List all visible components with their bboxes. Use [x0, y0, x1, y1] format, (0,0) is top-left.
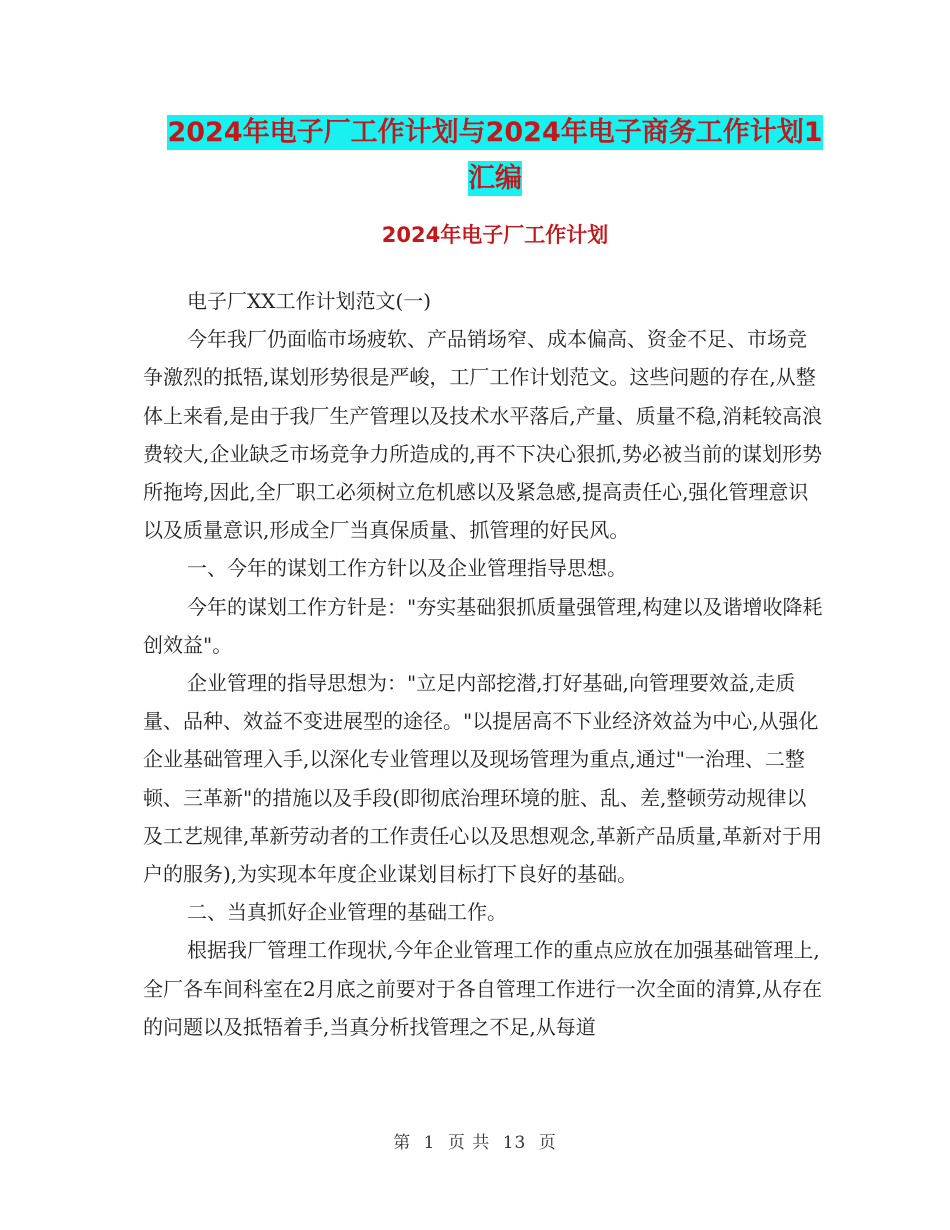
footer-suffix: 页: [538, 1133, 557, 1153]
body-text: [143, 282, 823, 1046]
paragraph: 今年的谋划工作方针是："夯实基础狠抓质量强管理,构建以及谐增收降耗创效益"。: [143, 594, 823, 657]
document-title: [150, 110, 840, 202]
paragraph: 今年我厂仍面临市场疲软、产品销场窄、成本偏高、资金不足、市场竞争激烈的抵牾,谋划形势很是严峻，工厂工作计划范文。这些问题的存在,从整体上来看,是由于我厂生产管理以及技术水平落后,产量、质量不稳,消耗较高浪费较大,企业缺乏市场竞争力所造成的,再不下决心狠抓,势必被当前的谋划形势所拖垮,因此,全厂职工必须树立危机感以及紧急感,提高责任心,强化管理意识以及质量意识,形成全厂当真保质量、抓管理的好民风。: [143, 327, 823, 543]
footer-prefix: 第: [393, 1133, 412, 1153]
section-title: 2024年电子厂工作计划: [381, 223, 609, 247]
document-title-line2: 汇编: [468, 163, 522, 194]
footer-current-page: 1: [423, 1133, 436, 1153]
footer-middle: 页 共: [447, 1133, 491, 1153]
footer-total-pages: 13: [502, 1133, 527, 1153]
paragraph: 根据我厂管理工作现状,今年企业管理工作的重点应放在加强基础管理上,全厂各车间科室在2月底之前要对于各自管理工作进行一次全面的清算,从存在的问题以及抵牾着手,当真分析找管理之不足,从每道: [143, 938, 823, 1039]
page-footer: [0, 1128, 950, 1153]
document-title-line1: 2024年电子厂工作计划与2024年电子商务工作计划1: [167, 117, 823, 148]
paragraph: 二、当真抓好企业管理的基础工作。: [187, 900, 507, 925]
paragraph: 电子厂XX工作计划范文(一): [187, 289, 432, 313]
paragraph: 企业管理的指导思想为："立足内部挖潜,打好基础,向管理要效益,走质量、品种、效益不变进展型的途径。"以提居高不下业经济效益为中心,从强化企业基础管理入手,以深化专业管理以及现场管理为重点,通过"一治理、二整顿、三革新"的措施以及手段(即彻底治理环境的脏、乱、差,整顿劳动规律以及工艺规律,革新劳动者的工作责任心以及思想观念,革新产品质量,革新对于用户的服务),为实现本年度企业谋划目标打下良好的基础。: [143, 671, 823, 887]
paragraph: 一、今年的谋划工作方针以及企业管理指导思想。: [187, 556, 627, 581]
